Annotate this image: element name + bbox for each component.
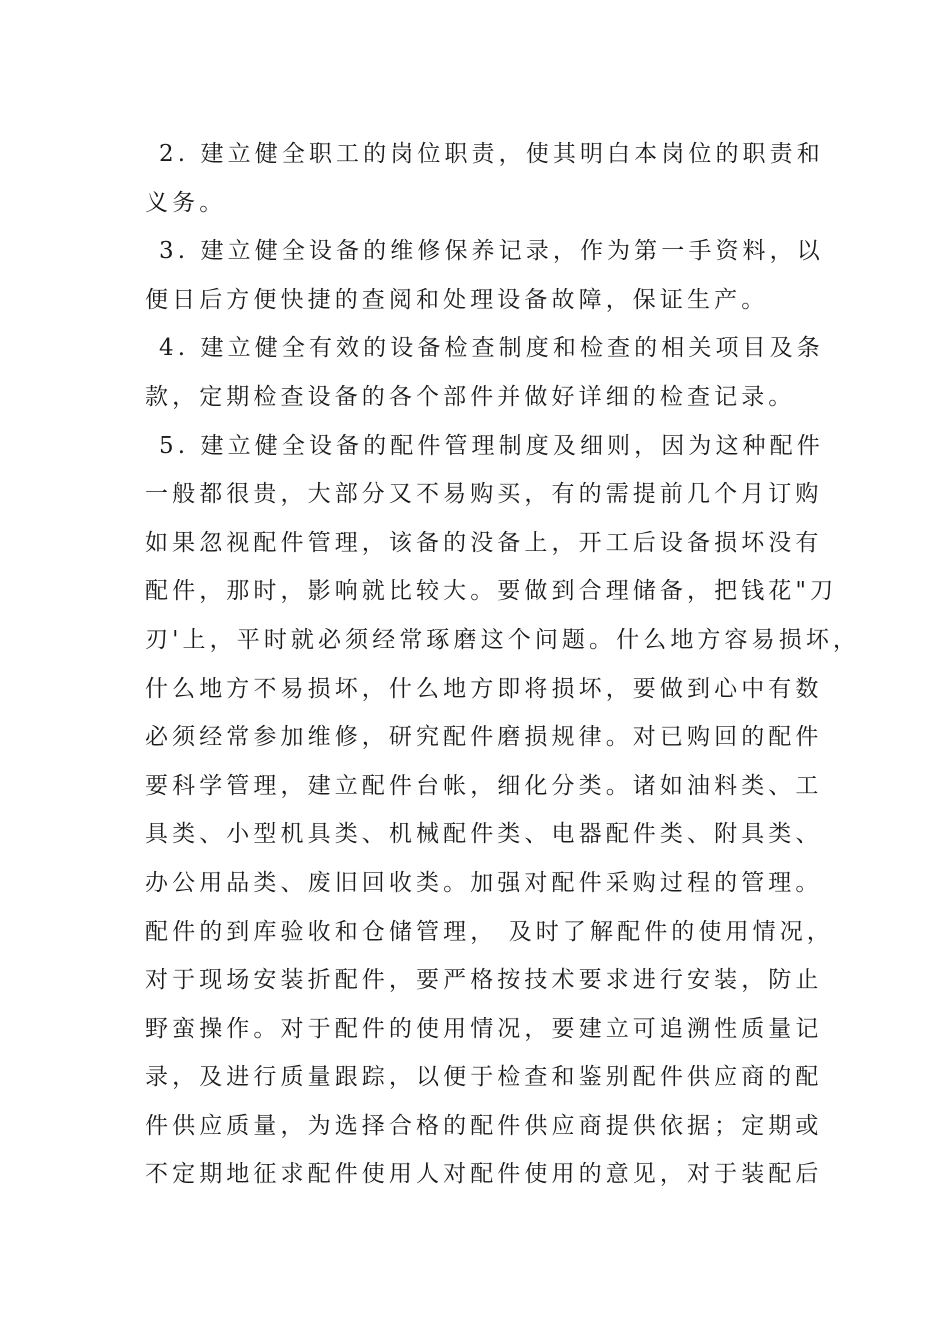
text-line: 5. 建立健全设备的配件管理制度及细则，因为这种配件 (159, 432, 824, 459)
text-line: 一般都很贵，大部分又不易购买，有的需提前几个月订购 (145, 481, 823, 508)
body-text (145, 130, 861, 1199)
text-line: 配件的到库验收和仓储管理， 及时了解配件的使用情况， (145, 918, 834, 945)
text-line: 录，及进行质量跟踪，以便于检查和鉴别配件供应商的配 (145, 1064, 823, 1091)
text-line: 4. 建立健全有效的设备检查制度和检查的相关项目及条 (159, 335, 824, 362)
text-line: 便日后方便快捷的查阅和处理设备故障，保证生产。 (145, 286, 769, 313)
text-line: 要科学管理，建立配件台帐，细化分类。诸如油料类、工 (145, 772, 823, 799)
text-line: 什么地方不易损坏，什么地方即将损坏，要做到心中有数 (145, 675, 823, 702)
text-line: 不定期地征求配件使用人对配件使用的意见，对于装配后 (145, 1161, 823, 1188)
text-line: 2. 建立健全职工的岗位职责，使其明白本岗位的职责和 (159, 141, 824, 167)
text-line: 办公用品类、废旧回收类。加强对配件采购过程的管理。 (145, 869, 823, 896)
text-line: 义务。 (145, 189, 227, 216)
text-line: 配件，那时，影响就比较大。要做到合理储备，把钱花"刀 (145, 578, 838, 605)
text-line: 款，定期检查设备的各个部件并做好详细的检查记录。 (145, 383, 796, 410)
text-line: 3. 建立健全设备的维修保养记录，作为第一手资料，以 (159, 238, 824, 265)
text-line: 对于现场安装折配件，要严格按技术要求进行安装，防止 (145, 967, 823, 994)
text-line: 刃'上，平时就必须经常琢磨这个问题。什么地方容易损坏， (145, 626, 861, 653)
text-line: 件供应质量，为选择合格的配件供应商提供依据；定期或 (145, 1112, 823, 1139)
text-line: 如果忽视配件管理，该备的没备上，开工后设备损坏没有 (145, 529, 823, 556)
text-line: 野蛮操作。对于配件的使用情况，要建立可追溯性质量记 (145, 1015, 823, 1042)
text-line: 必须经常参加维修，研究配件磨损规律。对已购回的配件 (145, 724, 823, 751)
text-line: 具类、小型机具类、机械配件类、电器配件类、附具类、 (145, 821, 823, 848)
